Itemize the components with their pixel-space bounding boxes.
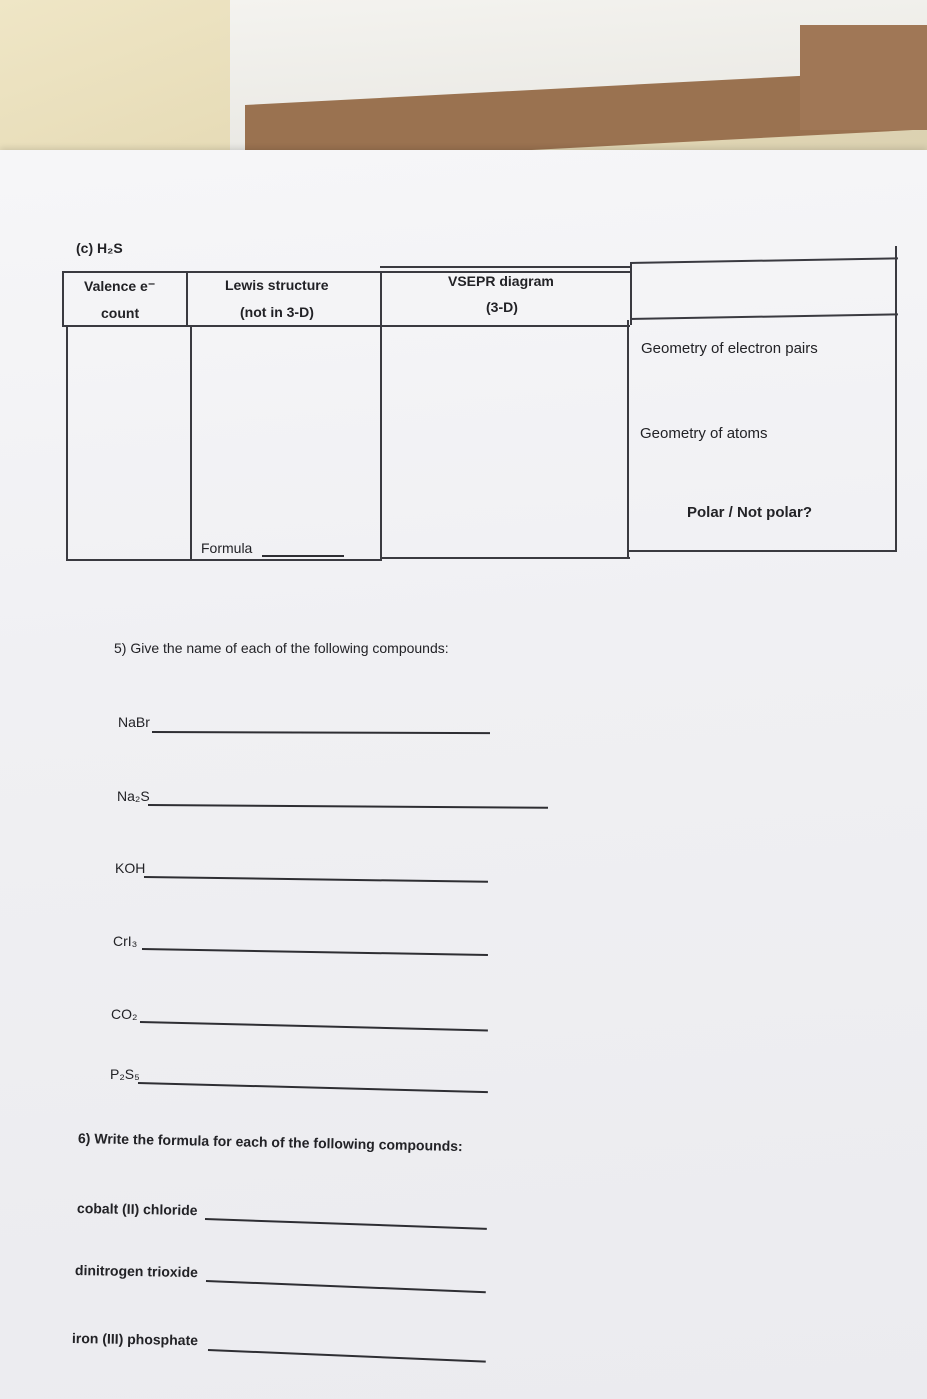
vsepr-header: VSEPR diagram [448,273,554,289]
col-divider-3-top [630,262,632,325]
table-bottom-border [66,559,382,561]
col3-top-border [380,266,630,268]
geometry-atoms-label: Geometry of atoms [640,425,768,442]
question6-prompt: 6) Write the formula for each of the following compounds: [77,1130,463,1155]
compound-iron-phosphate: iron (III) phosphate [71,1330,199,1349]
vsepr-header-sub: (3-D) [486,299,518,315]
lewis-header-sub: (not in 3-D) [240,304,314,320]
valence-header: Valence e⁻ [84,278,156,294]
question5-prompt: 5) Give the name of each of the following compounds: [114,640,449,656]
compound-na2s: Na₂S [117,788,150,804]
col-divider-1-top [186,271,188,327]
col-divider-1 [190,325,192,560]
geometry-electron-pairs-label: Geometry of electron pairs [641,340,818,357]
compound-koh: KOH [115,860,146,876]
section-title: (c) H₂S [76,240,123,256]
valence-header-count: count [101,305,140,321]
right-box-right [895,246,897,551]
compound-p2s5: P₂S₅ [110,1066,140,1082]
col-divider-3 [627,320,629,558]
compound-nabr: NaBr [118,714,150,730]
cardboard-box-corner [800,25,927,130]
polar-question-label: Polar / Not polar? [687,504,813,521]
col-divider-2 [380,271,382,560]
formula-label: Formula [201,540,253,556]
right-box-bottom [627,550,897,552]
lewis-header: Lewis structure [225,277,329,293]
compound-dinitrogen-trioxide: dinitrogen trioxide [74,1262,199,1281]
table-left-border [66,325,68,560]
compound-cobalt-chloride: cobalt (II) chloride [76,1200,198,1219]
table-left-border-top [62,271,64,327]
table-header-divider [62,325,630,327]
compound-cri3: CrI₃ [113,933,138,949]
table-bottom-border-right [380,557,630,559]
compound-co2: CO₂ [111,1006,138,1022]
formula-blank[interactable] [262,555,344,557]
